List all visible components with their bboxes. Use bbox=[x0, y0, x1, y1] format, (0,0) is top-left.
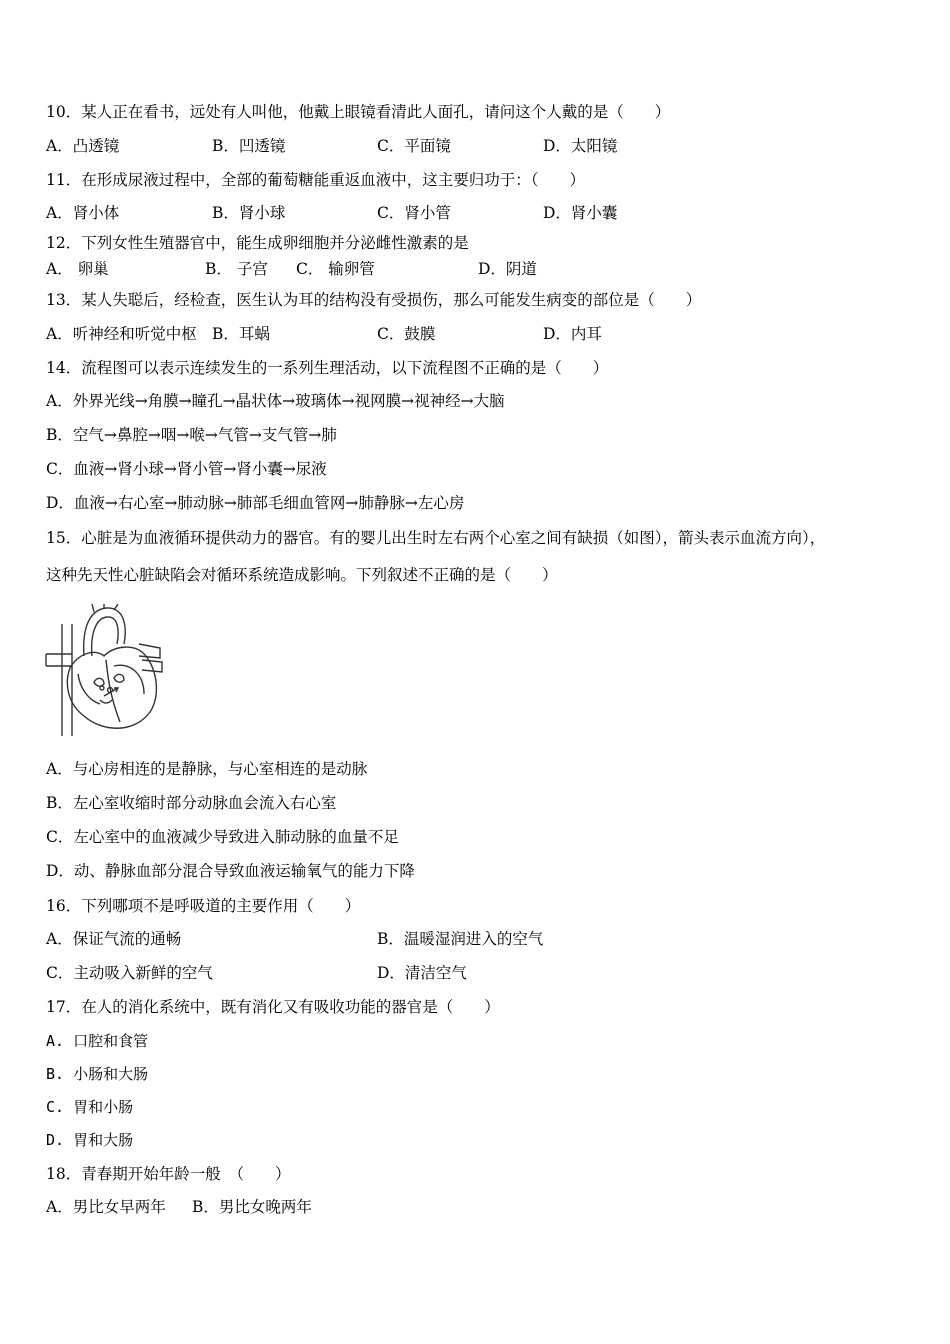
q17-stem: 17．在人的消化系统中，既有消化又有吸收功能的器官是（ ） bbox=[46, 998, 500, 1016]
q11-stem: 11．在形成尿液过程中，全部的葡萄糖能重返血液中，这主要归功于：（ ） bbox=[46, 171, 585, 189]
q11-option-a[interactable]: A．肾小体 bbox=[46, 204, 120, 222]
q11-option-b[interactable]: B．肾小球 bbox=[212, 204, 286, 222]
q12-option-d[interactable]: D．阴道 bbox=[478, 260, 537, 278]
q15-option-d[interactable]: D．动、静脉血部分混合导致血液运输氧气的能力下降 bbox=[46, 862, 415, 880]
q12-option-c[interactable]: C． 输卵管 bbox=[296, 260, 375, 278]
q14-stem: 14．流程图可以表示连续发生的一系列生理活动，以下流程图不正确的是（ ） bbox=[46, 359, 609, 377]
q15-option-a[interactable]: A．与心房相连的是静脉，与心室相连的是动脉 bbox=[46, 760, 368, 778]
q16-option-b[interactable]: B．温暖湿润进入的空气 bbox=[377, 930, 544, 948]
q14-option-d[interactable]: D．血液→右心室→肺动脉→肺部毛细血管网→肺静脉→左心房 bbox=[46, 494, 465, 512]
q16-stem: 16．下列哪项不是呼吸道的主要作用（ ） bbox=[46, 897, 361, 915]
heart-diagram bbox=[44, 604, 166, 738]
q18-option-b[interactable]: B．男比女晚两年 bbox=[192, 1198, 312, 1216]
q13-option-a[interactable]: A．听神经和听觉中枢 bbox=[46, 325, 197, 343]
q10-stem: 10．某人正在看书，远处有人叫他，他戴上眼镜看清此人面孔，请问这个人戴的是（ ） bbox=[46, 103, 671, 121]
q18-option-a[interactable]: A．男比女早两年 bbox=[46, 1198, 166, 1216]
q10-option-d[interactable]: D．太阳镜 bbox=[543, 137, 618, 155]
q16-option-c[interactable]: C．主动吸入新鲜的空气 bbox=[46, 964, 213, 982]
q16-option-a[interactable]: A．保证气流的通畅 bbox=[46, 930, 182, 948]
q14-option-c[interactable]: C．血液→肾小球→肾小管→肾小囊→尿液 bbox=[46, 460, 327, 478]
q15-option-b[interactable]: B．左心室收缩时部分动脉血会流入右心室 bbox=[46, 794, 337, 812]
q13-stem: 13．某人失聪后，经检查，医生认为耳的结构没有受损伤，那么可能发生病变的部位是（ ） bbox=[46, 291, 702, 309]
q11-option-c[interactable]: C．肾小管 bbox=[377, 204, 451, 222]
q14-option-a[interactable]: A．外界光线→角膜→瞳孔→晶状体→玻璃体→视网膜→视神经→大脑 bbox=[46, 392, 505, 410]
q12-stem: 12．下列女性生殖器官中，能生成卵细胞并分泌雌性激素的是 bbox=[46, 234, 469, 252]
q16-option-d[interactable]: D．清洁空气 bbox=[377, 964, 467, 982]
q12-option-a[interactable]: A． 卵巢 bbox=[46, 260, 109, 278]
q15-stem-line1: 15．心脏是为血液循环提供动力的器官。有的婴儿出生时左右两个心室之间有缺损（如图），箭头表示血流方向）， bbox=[46, 529, 826, 547]
q17-option-c[interactable]: C. 胃和小肠 bbox=[46, 1098, 134, 1116]
q10-option-c[interactable]: C．平面镜 bbox=[377, 137, 451, 155]
q15-stem-line2: 这种先天性心脏缺陷会对循环系统造成影响。下列叙述不正确的是（ ） bbox=[46, 566, 558, 584]
q17-option-d[interactable]: D. 胃和大肠 bbox=[46, 1131, 134, 1149]
q18-stem: 18．青春期开始年龄一般 （ ） bbox=[46, 1165, 291, 1183]
q10-option-a[interactable]: A．凸透镜 bbox=[46, 137, 120, 155]
q13-option-d[interactable]: D．内耳 bbox=[543, 325, 602, 343]
q12-option-b[interactable]: B． 子宫 bbox=[205, 260, 268, 278]
q13-option-c[interactable]: C．鼓膜 bbox=[377, 325, 436, 343]
q17-option-b[interactable]: B. 小肠和大肠 bbox=[46, 1065, 149, 1083]
q14-option-b[interactable]: B．空气→鼻腔→咽→喉→气管→支气管→肺 bbox=[46, 426, 337, 444]
q13-option-b[interactable]: B．耳蜗 bbox=[212, 325, 270, 343]
q15-option-c[interactable]: C．左心室中的血液减少导致进入肺动脉的血量不足 bbox=[46, 828, 399, 846]
q17-option-a[interactable]: A. 口腔和食管 bbox=[46, 1032, 149, 1050]
q10-option-b[interactable]: B．凹透镜 bbox=[212, 137, 286, 155]
q11-option-d[interactable]: D．肾小囊 bbox=[543, 204, 618, 222]
